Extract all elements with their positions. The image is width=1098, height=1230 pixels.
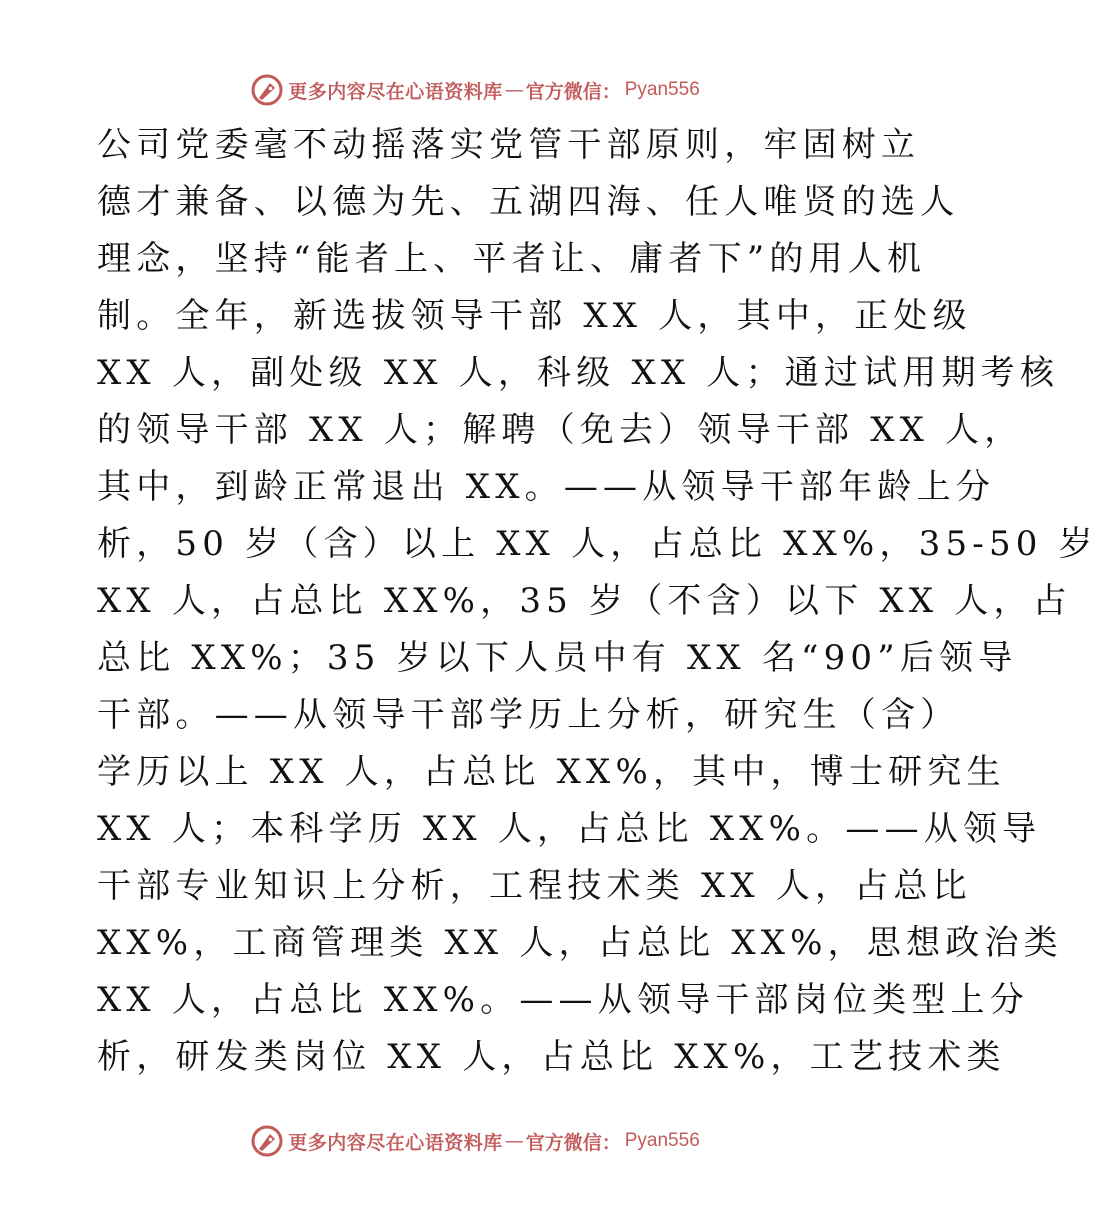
body-line-15: XX%，工商管理类 XX 人，占总比 XX%，思想政治类 [97, 923, 1063, 963]
watermark-contact-id: Pyan556 [624, 1130, 700, 1151]
body-line-12: 学历以上 XX 人，占总比 XX%，其中，博士研究生 [97, 752, 1006, 792]
body-line-8: 析，50 岁（含）以上 XX 人，占总比 XX%，35-50 岁 [97, 524, 1098, 564]
watermark-contact-id: Pyan556 [624, 79, 700, 100]
body-line-13: XX 人；本科学历 XX 人，占总比 XX%。——从领导 [97, 809, 1042, 849]
header-watermark [0, 70, 950, 110]
body-line-7: 其中，到龄正常退出 XX。——从领导干部年龄上分 [97, 467, 996, 507]
watermark-contact-label: 官方微信： [525, 80, 621, 103]
watermark-brand: 更多内容尽在心语资料库 [288, 1131, 503, 1154]
document-body [97, 117, 1098, 1086]
body-line-2: 德才兼备、以德为先、五湖四海、任人唯贤的选人 [97, 182, 960, 222]
watermark-brand: 更多内容尽在心语资料库 [288, 80, 503, 103]
watermark-dash: — [504, 1130, 524, 1152]
watermark-contact-label: 官方微信： [525, 1131, 621, 1154]
body-line-17: 析，研发类岗位 XX 人，占总比 XX%，工艺技术类 [97, 1037, 1006, 1077]
body-line-16: XX 人，占总比 XX%。——从领导干部岗位类型上分 [97, 980, 1029, 1020]
pen-nib-logo-icon [250, 73, 284, 107]
body-line-11: 干部。——从领导干部学历上分析，研究生（含） [97, 695, 960, 735]
body-line-5: XX 人，副处级 XX 人，科级 XX 人；通过试用期考核 [97, 353, 1060, 393]
pen-nib-logo-icon [250, 1124, 284, 1158]
footer-watermark [0, 1121, 950, 1161]
body-line-9: XX 人，占总比 XX%，35 岁（不含）以下 XX 人，占 [97, 581, 1072, 621]
body-line-14: 干部专业知识上分析，工程技术类 XX 人，占总比 [97, 866, 972, 906]
body-line-4: 制。全年，新选拔领导干部 XX 人，其中，正处级 [97, 296, 972, 336]
body-line-10: 总比 XX%；35 岁以下人员中有 XX 名“90”后领导 [97, 638, 1018, 678]
body-line-3: 理念，坚持“能者上、平者让、庸者下”的用人机 [97, 239, 927, 279]
watermark-dash: — [504, 79, 524, 101]
body-line-6: 的领导干部 XX 人；解聘（免去）领导干部 XX 人， [97, 410, 1024, 450]
body-line-1: 公司党委毫不动摇落实党管干部原则，牢固树立 [97, 125, 921, 165]
